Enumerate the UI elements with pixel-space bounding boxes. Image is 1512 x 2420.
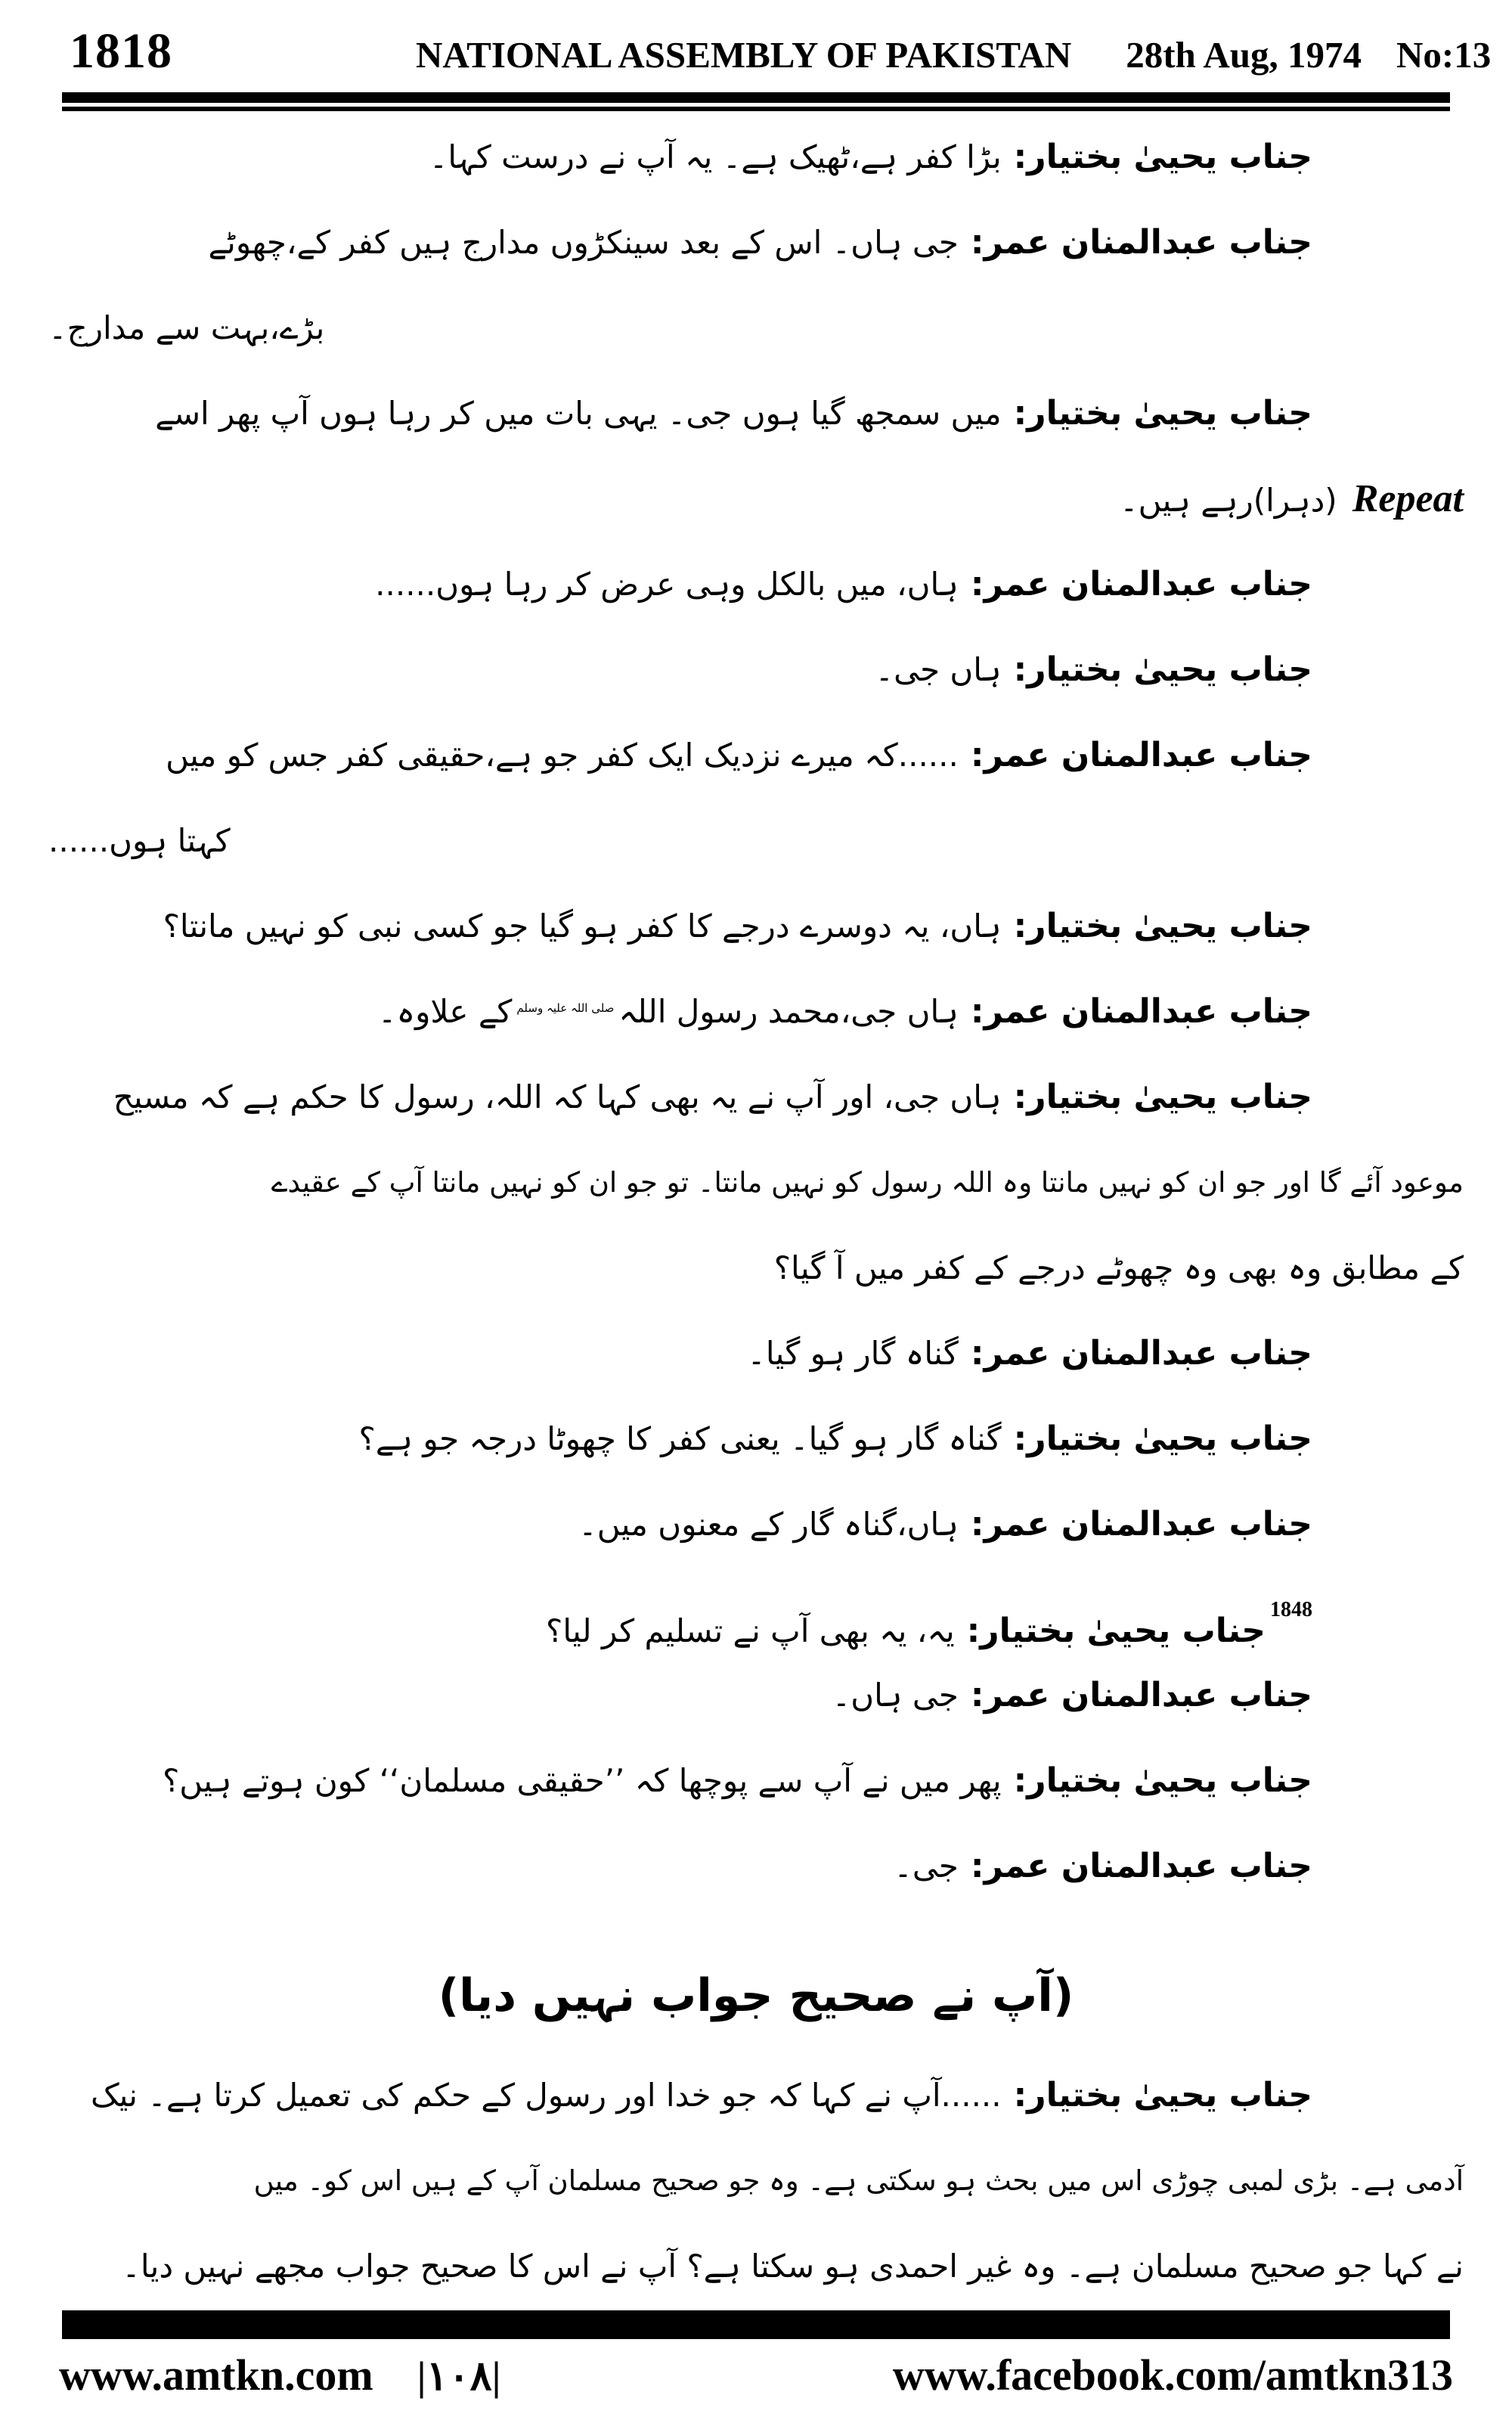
speaker-name: جناب یحییٰ بختیار:: [1013, 650, 1312, 689]
utterance: کے مطابق وہ بھی وہ چھوٹے درجے کے کفر میں آ گیا؟: [773, 1249, 1464, 1286]
utterance: بڑا کفر ہے،ٹھیک ہے۔ یہ آپ نے درست کہا۔: [429, 138, 1002, 175]
utterance: ہاں جی، اور آپ نے یہ بھی کہا کہ اللہ، رسول کا حکم ہے کہ مسیح: [113, 1078, 1002, 1115]
footer-website-url: www.amtkn.com: [59, 2350, 373, 2400]
dialogue-runover-line: [48, 456, 1464, 541]
header-rule-thick: [62, 92, 1450, 103]
utterance: (دہرا)رہے ہیں۔: [1120, 482, 1337, 519]
dialogue-line: [48, 200, 1464, 285]
dialogue-line: [48, 1481, 1464, 1567]
footer-facebook-url: www.facebook.com/amtkn313: [892, 2350, 1453, 2400]
utterance: جی۔: [894, 1848, 959, 1885]
speaker-name: جناب عبدالمنان عمر:: [970, 1676, 1312, 1714]
speaker-name: جناب عبدالمنان عمر:: [970, 565, 1312, 603]
transcript-body: [0, 114, 1512, 2309]
utterance: ہاں، یہ دوسرے درجے کا کفر ہو گیا جو کسی نبی کو نہیں مانتا؟: [163, 908, 1002, 945]
utterance: بڑے،بہت سے مدارج۔: [48, 309, 325, 346]
dialogue-runover-line: [48, 2138, 1464, 2223]
dialogue-line: [48, 627, 1464, 712]
dialogue-line: [48, 1823, 1464, 1909]
speaker-name: جناب عبدالمنان عمر:: [970, 736, 1312, 774]
utterance: ہاں،گناہ گار کے معنوں میں۔: [578, 1506, 959, 1543]
utterance: آدمی ہے۔ بڑی لمبی چوڑی اس میں بحث ہو سکتی ہے۔ وہ جو صحیح مسلمان آپ کے ہیں اس کو۔ میں: [253, 2164, 1464, 2197]
dialogue-line: [48, 1311, 1464, 1396]
dialogue-line: [48, 712, 1464, 798]
dialogue-line: [48, 1054, 1464, 1140]
speaker-name: جناب عبدالمنان عمر:: [970, 1847, 1312, 1885]
speaker-name: جناب عبدالمنان عمر:: [970, 992, 1312, 1031]
header-issue-number: No:13: [1396, 34, 1492, 76]
page-header: [0, 0, 1512, 80]
dialogue-runover-line: [48, 1225, 1464, 1311]
speaker-name: جناب یحییٰ بختیار:: [1013, 1419, 1312, 1458]
latin-word: Repeat: [1352, 477, 1464, 520]
header-rule-thin: [62, 107, 1450, 111]
dialogue-runover-line: [48, 798, 1464, 883]
utterance: ہاں جی،محمد رسول اللہ: [618, 993, 959, 1030]
speaker-name: جناب یحییٰ بختیار:: [1013, 1761, 1312, 1800]
speaker-name: جناب یحییٰ بختیار:: [1013, 2076, 1312, 2114]
page-ref-superscript: 1848: [1270, 1598, 1312, 1621]
utterance: گناہ گار ہو گیا۔: [747, 1335, 959, 1372]
utterance: یہ، یہ بھی آپ نے تسلیم کر لیا؟: [546, 1612, 955, 1649]
utterance: ......آپ نے کہا کہ جو خدا اور رسول کے حکم کی تعمیل کرتا ہے۔ نیک: [90, 2077, 1002, 2114]
speaker-name: جناب یحییٰ بختیار:: [966, 1612, 1266, 1650]
speaker-name: جناب یحییٰ بختیار:: [1013, 394, 1312, 433]
dialogue-runover-line: [48, 285, 1464, 371]
utterance: میں سمجھ گیا ہوں جی۔ یہی بات میں کر رہا ہوں آپ پھر اسے: [155, 395, 1002, 432]
speaker-name: جناب یحییٰ بختیار:: [1013, 907, 1312, 945]
footer-page-number-urdu: |۱۰۸|: [417, 2353, 501, 2399]
section-heading: (آپ نے صحیح جواب نہیں دیا): [438, 1969, 1074, 2022]
page-footer: [0, 2350, 1512, 2400]
dialogue-line: [48, 541, 1464, 627]
utterance: کے علاوہ۔: [377, 993, 513, 1030]
utterance: موعود آئے گا اور جو ان کو نہیں مانتا وہ اللہ رسول کو نہیں مانتا۔ تو جو ان کو نہیں مانتا آپ کے عقیدے: [271, 1166, 1464, 1199]
dialogue-line: [48, 114, 1464, 200]
header-page-number: 1818: [70, 23, 172, 79]
utterance: جی ہاں۔: [832, 1677, 959, 1714]
utterance: کہتا ہوں......: [48, 822, 231, 859]
dialogue-line: [48, 1567, 1464, 1652]
dialogue-line: [48, 2052, 1464, 2138]
dialogue-line: [48, 1652, 1464, 1738]
dialogue-runover-line: [48, 1140, 1464, 1225]
speaker-name: جناب عبدالمنان عمر:: [970, 1505, 1312, 1544]
utterance: جی ہاں۔ اس کے بعد سینکڑوں مدارج ہیں کفر کے،چھوٹے: [208, 224, 959, 261]
utterance: نے کہا جو صحیح مسلمان ہے۔ وہ غیر احمدی ہو سکتا ہے؟ آپ نے اس کا صحیح جواب مجھے نہیں دیا۔: [122, 2248, 1464, 2285]
utterance: ......کہ میرے نزدیک ایک کفر جو ہے،حقیقی کفر جس کو میں: [166, 737, 959, 774]
speaker-name: جناب یحییٰ بختیار:: [1013, 138, 1312, 176]
dialogue-line: [48, 371, 1464, 456]
utterance: گناہ گار ہو گیا۔ یعنی کفر کا چھوٹا درجہ جو ہے؟: [358, 1420, 1002, 1457]
honorific-mark: صلی اللہ علیہ وسلم: [516, 1001, 615, 1015]
header-date: 28th Aug, 1974: [1126, 34, 1362, 76]
dialogue-runover-line: [48, 2223, 1464, 2309]
dialogue-line: [48, 969, 1464, 1054]
dialogue-line: [48, 1738, 1464, 1823]
dialogue-line: [48, 883, 1464, 969]
utterance: پھر میں نے آپ سے پوچھا کہ ’’حقیقی مسلمان‘‘ کون ہوتے ہیں؟: [162, 1762, 1002, 1799]
dialogue-line: [48, 1396, 1464, 1481]
speaker-name: جناب یحییٰ بختیار:: [1013, 1078, 1312, 1116]
footer-rule: [62, 2310, 1450, 2339]
speaker-name: جناب عبدالمنان عمر:: [970, 223, 1312, 262]
utterance: ہاں جی۔: [875, 651, 1002, 688]
speaker-name: جناب عبدالمنان عمر:: [970, 1334, 1312, 1373]
header-title: NATIONAL ASSEMBLY OF PAKISTAN: [416, 34, 1072, 76]
utterance: ہاں، میں بالکل وہی عرض کر رہا ہوں......: [375, 566, 959, 603]
